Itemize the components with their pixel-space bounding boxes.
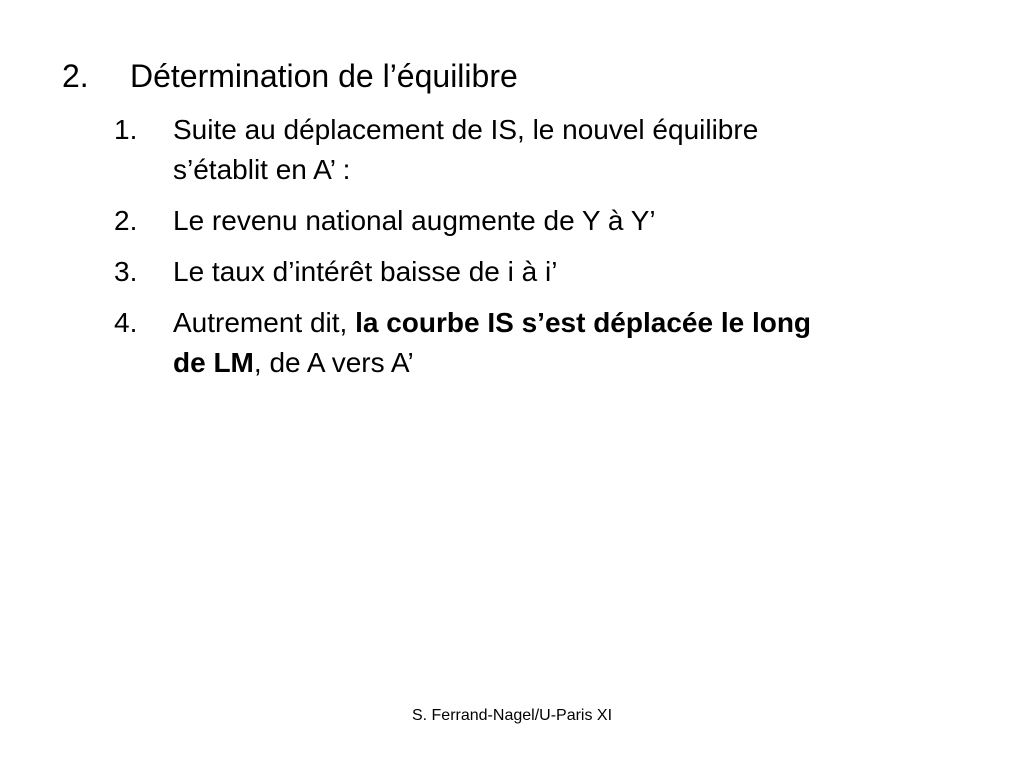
list-item-text-bold-line2: de LM — [173, 347, 254, 378]
numbered-list — [114, 110, 974, 394]
list-item-text-plain-end: , de A vers A’ — [253, 347, 414, 378]
heading-title: Détermination de l’équilibre — [130, 58, 518, 94]
list-item-text — [173, 110, 974, 190]
heading-number: 2. — [62, 58, 89, 94]
list-item-number: 4. — [114, 307, 138, 338]
list-item — [114, 252, 974, 292]
list-item — [114, 303, 974, 383]
list-item — [114, 201, 974, 241]
list-item-text-line1: Suite au déplacement de IS, le nouvel équilibre — [173, 114, 759, 145]
list-item-text-line2: s’établit en A’ : — [173, 154, 351, 185]
list-item-text-bold-line1: la courbe IS s’est déplacée le long — [355, 307, 812, 338]
list-item-text: Le taux d’intérêt baisse de i à i’ — [173, 256, 558, 287]
list-item-number: 3. — [114, 256, 138, 287]
slide-footer: S. Ferrand-Nagel/U-Paris XI — [411, 707, 613, 724]
list-item-number: 2. — [114, 205, 138, 236]
list-item-text-plain-start: Autrement dit, — [173, 307, 356, 338]
list-item-number: 1. — [114, 114, 138, 145]
list-item — [114, 110, 974, 190]
list-item-text: Le revenu national augmente de Y à Y’ — [173, 205, 656, 236]
list-item-text — [173, 303, 974, 383]
